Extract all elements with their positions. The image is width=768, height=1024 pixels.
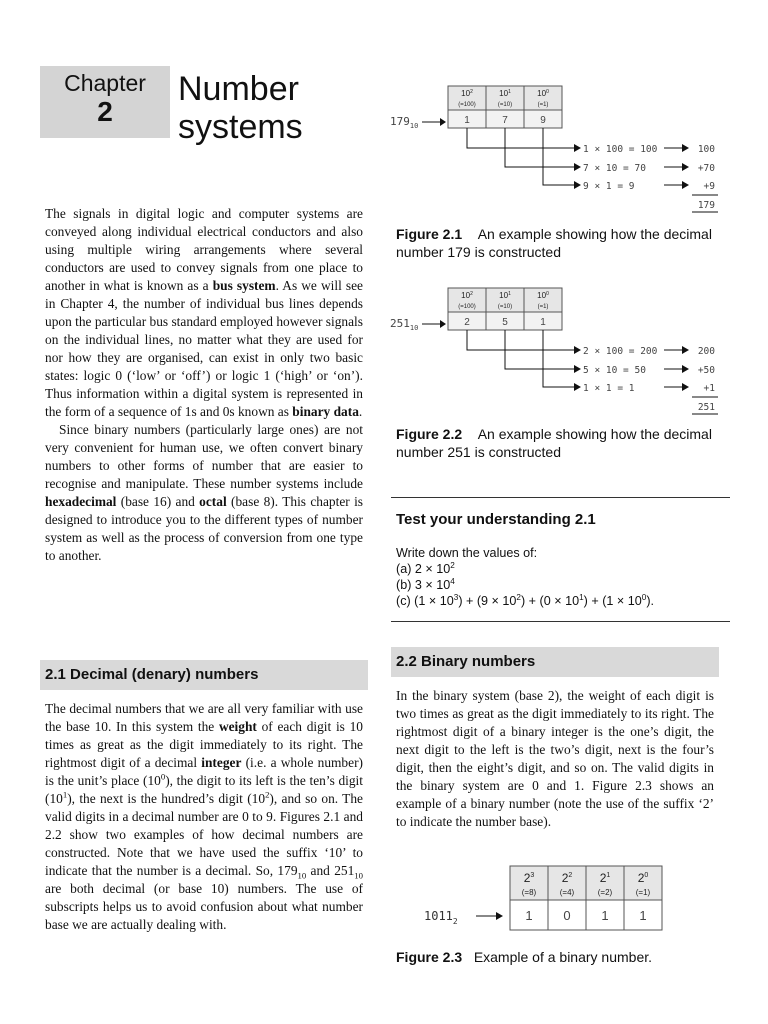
section-2-1-heading: 2.1 Decimal (denary) numbers bbox=[40, 660, 368, 690]
figure-2-3-caption-label: Figure 2.3 bbox=[396, 949, 463, 965]
intro-paragraph-1: The signals in digital logic and computer systems are conveyed along individual electrical conductors and also using multiple wiring arrangements where several conductors are used to convey signals from one place to another in what is known as a bus system. As we will see in Chapter 4, the number of individual bus lines depends upon the particular bus standard employed however signals on the individual lines, no matter what they are used for nor how they are organised, can exist in only two basic states: logic 0 (‘low’ or ‘off’) or logic 1 (‘high’ or ‘on’). Thus information within a digital system is represented in the form of a sequence of 1s and 0s known as binary data. bbox=[45, 206, 363, 419]
chapter-label-box bbox=[40, 66, 170, 138]
figure-2-1-digit-1: 7 bbox=[502, 115, 508, 126]
intro-paragraph-2: Since binary numbers (particularly large ones) are not very convenient for human use, we often convert binary numbers to other forms of number that are easier to recognise and manipulate. These number systems include hexadecimal (base 16) and octal (base 8). This chapter is designed to introduce you to the different types of number system as well as the process of conversion from one type to another. bbox=[45, 422, 363, 563]
figure-2-3-header-0-value: (=8) bbox=[521, 888, 537, 897]
figure-2-3-header-3-value: (=1) bbox=[635, 888, 651, 897]
figure-2-2-total: 251 bbox=[697, 402, 715, 413]
figure-2-3 bbox=[420, 864, 670, 934]
test-2-1-title: Test your understanding 2.1 bbox=[396, 511, 596, 528]
figure-2-1-header-1-value: (=10) bbox=[497, 102, 513, 108]
superscript: 1 bbox=[62, 789, 68, 800]
superscript: 1 bbox=[579, 592, 584, 602]
figure-2-1-header-2-value: (=1) bbox=[537, 102, 549, 108]
figure-2-2-header-0: $10^2$ bbox=[461, 291, 473, 300]
figure-2-2 bbox=[388, 286, 728, 418]
superscript: 4 bbox=[450, 576, 455, 586]
figure-2-1-row-1: 7 × 10 = 70 bbox=[583, 163, 646, 174]
figure-2-1 bbox=[388, 84, 728, 216]
section-2-2-body: In the binary system (base 2), the weight of each digit is two times as great as the digit immediately to its right. The rightmost digit of a binary integer is the one’s digit, the next digit to the left is the two’s digit, next is the four’s digit, then the eight’s digit, and so on. The valid digits in the binary system are 0 and 1. Figure 2.3 shows an example of a binary number (note the use of the suffix ‘2’ to indicate the number base). bbox=[396, 688, 714, 829]
section-2-1-body: The decimal numbers that we are all very familiar with use the base 10. In this system the weight of each digit is 10 times as great as the digit immediately to its right. The rightmost digit of a decimal integer (i.e. a whole number) is the unit’s place $(10^0)$, the digit to its left is the ten’s digit $(10^1)$, the next is the hundred’s digit $(10^2)$, and so on. The valid digits in a decimal number are 0 to 9. Figures 2.1 and 2.2 show two examples of how decimal numbers are constructed. Note that we have used the suffix ‘10’ to indicate that the number is a decimal. So, $179_{10}$ and $251_{10}$ are both decimal (or base 10) numbers. The use of subscripts helps us to avoid confusion about what number base we are actually dealing with. bbox=[45, 701, 364, 932]
figure-2-2-result-0: 200 bbox=[697, 346, 715, 357]
figure-2-1-caption-label: Figure 2.1 bbox=[396, 226, 463, 242]
intro-text bbox=[45, 205, 363, 565]
chapter-title-line1: Number bbox=[178, 70, 299, 108]
figure-2-2-header-1-value: (=10) bbox=[497, 304, 513, 310]
test-2-1-item-a: (a) $2 \times 10^2$ bbox=[396, 560, 455, 576]
bold-term: octal bbox=[199, 494, 227, 509]
figure-2-3-table bbox=[510, 866, 662, 930]
figure-2-1-row-2: 9 × 1 = 9 bbox=[583, 181, 635, 192]
chapter-word: Chapter bbox=[64, 70, 146, 96]
superscript: 2 bbox=[265, 789, 270, 800]
figure-2-3-caption-text: Example of a binary number. bbox=[473, 949, 653, 965]
figure-2-2-digit-1: 5 bbox=[502, 317, 508, 328]
figure-2-3-header-2: $2^1$ bbox=[599, 871, 611, 885]
figure-2-1-header-0-value: (=100) bbox=[458, 102, 476, 108]
subscript: 10 bbox=[354, 870, 363, 881]
figure-2-2-row-1: 5 × 10 = 50 bbox=[583, 365, 646, 376]
figure-2-2-result-1: +50 bbox=[697, 365, 715, 376]
bold-term: bus system bbox=[212, 278, 276, 293]
section-2-2-heading: 2.2 Binary numbers bbox=[391, 647, 719, 677]
superscript: 0 bbox=[160, 771, 166, 782]
figure-2-1-row-0: 1 × 100 = 100 bbox=[583, 144, 658, 155]
figure-2-1-digit-2: 9 bbox=[540, 115, 546, 126]
figure-2-3-header-1-value: (=4) bbox=[559, 888, 575, 897]
figure-2-1-digit-0: 1 bbox=[464, 115, 470, 126]
test-2-1-intro: Write down the values of: bbox=[396, 546, 538, 560]
figure-2-3-digit-3: 1 bbox=[639, 908, 647, 923]
figure-2-3-digit-1: 0 bbox=[563, 908, 571, 923]
figure-2-1-header-0: $10^2$ bbox=[461, 89, 473, 98]
superscript: 2 bbox=[516, 592, 521, 602]
figure-2-2-header-0-value: (=100) bbox=[458, 304, 476, 310]
figure-2-3-number: $1011_2$ bbox=[424, 909, 458, 926]
figure-2-3-diagram bbox=[420, 864, 670, 934]
figure-2-3-digit-2: 1 bbox=[601, 908, 609, 923]
bold-term: weight bbox=[218, 719, 257, 734]
subscript: 10 bbox=[297, 870, 307, 881]
test-top-rule bbox=[391, 497, 730, 498]
figure-2-3-caption bbox=[396, 948, 716, 966]
figure-2-1-result-1: +70 bbox=[697, 163, 715, 174]
figure-2-2-diagram bbox=[388, 286, 728, 418]
figure-2-2-header-1: $10^1$ bbox=[499, 291, 511, 300]
figure-2-2-header-2: $10^0$ bbox=[537, 291, 549, 300]
figure-2-2-row-2: 1 × 1 = 1 bbox=[583, 383, 635, 394]
figure-2-3-digit-0: 1 bbox=[525, 908, 533, 923]
figure-2-2-result-2: +1 bbox=[703, 383, 715, 394]
bold-term: hexadecimal bbox=[45, 494, 117, 509]
figure-2-1-table bbox=[448, 86, 562, 128]
chapter-title-line2: systems bbox=[178, 108, 303, 146]
figure-2-1-header-1: $10^1$ bbox=[499, 89, 511, 98]
figure-2-1-diagram bbox=[388, 84, 728, 216]
figure-2-3-header-1: $2^2$ bbox=[561, 871, 573, 885]
test-2-1-body bbox=[396, 545, 726, 609]
figure-2-2-digit-0: 2 bbox=[464, 317, 470, 328]
chapter-number: 2 bbox=[97, 96, 113, 127]
figure-2-1-header-2: $10^0$ bbox=[537, 89, 549, 98]
chapter-title bbox=[178, 70, 303, 146]
figure-2-3-header-3: $2^0$ bbox=[637, 871, 649, 885]
figure-2-2-number: $251_{10}$ bbox=[390, 317, 419, 332]
figure-2-1-result-0: 100 bbox=[697, 144, 715, 155]
figure-2-1-caption-text: An example showing how the decimal number 179 is constructed bbox=[396, 226, 712, 260]
figure-2-1-number: $179_{10}$ bbox=[390, 115, 419, 130]
test-2-1-item-b: (b) $3 \times 10^4$ bbox=[396, 576, 455, 592]
superscript: 0 bbox=[641, 592, 647, 602]
figure-2-2-caption-text: An example showing how the decimal number 251 is constructed bbox=[396, 426, 712, 460]
bold-term: integer bbox=[201, 755, 242, 770]
test-bottom-rule bbox=[391, 621, 730, 622]
superscript: 2 bbox=[450, 560, 455, 570]
figure-2-2-caption bbox=[396, 425, 716, 461]
figure-2-3-header-0: $2^3$ bbox=[523, 871, 535, 885]
figure-2-2-header-2-value: (=1) bbox=[537, 304, 549, 310]
figure-2-2-digit-2: 1 bbox=[540, 317, 546, 328]
figure-2-1-caption bbox=[396, 225, 716, 261]
superscript: 3 bbox=[453, 592, 459, 602]
figure-2-2-row-0: 2 × 100 = 200 bbox=[583, 346, 658, 357]
figure-2-2-table bbox=[448, 288, 562, 330]
figure-2-1-total: 179 bbox=[697, 200, 715, 211]
figure-2-1-result-2: +9 bbox=[703, 181, 715, 192]
bold-term: binary data bbox=[292, 404, 359, 419]
figure-2-2-caption-label: Figure 2.2 bbox=[396, 426, 463, 442]
test-2-1-item-c: (c) $(1 \times 10^3) + (9 \times 10^2) + (0 \times 10^1) + (1 \times 10^0)$. bbox=[396, 592, 655, 608]
figure-2-3-header-2-value: (=2) bbox=[597, 888, 613, 897]
